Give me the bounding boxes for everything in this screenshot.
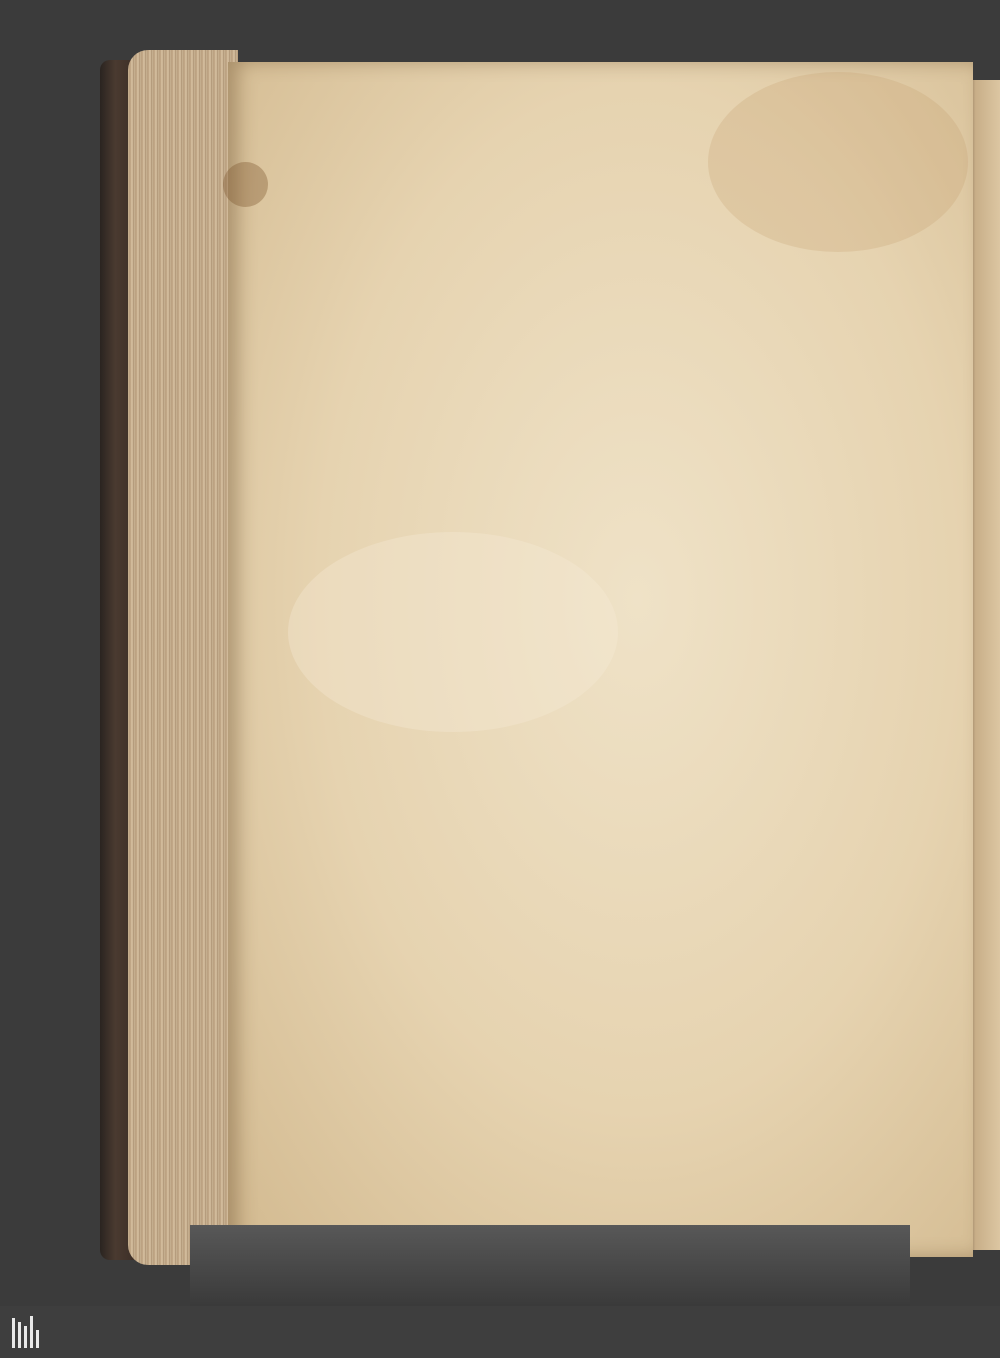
page-edges xyxy=(128,50,238,1265)
page-spot xyxy=(223,162,268,207)
book-stand xyxy=(190,1225,910,1306)
library-footer xyxy=(0,1306,1000,1358)
library-logo-icon xyxy=(12,1316,42,1348)
page-text xyxy=(315,112,910,116)
book-page xyxy=(228,62,973,1257)
water-stain xyxy=(708,72,968,252)
paper-light-patch xyxy=(288,532,618,732)
